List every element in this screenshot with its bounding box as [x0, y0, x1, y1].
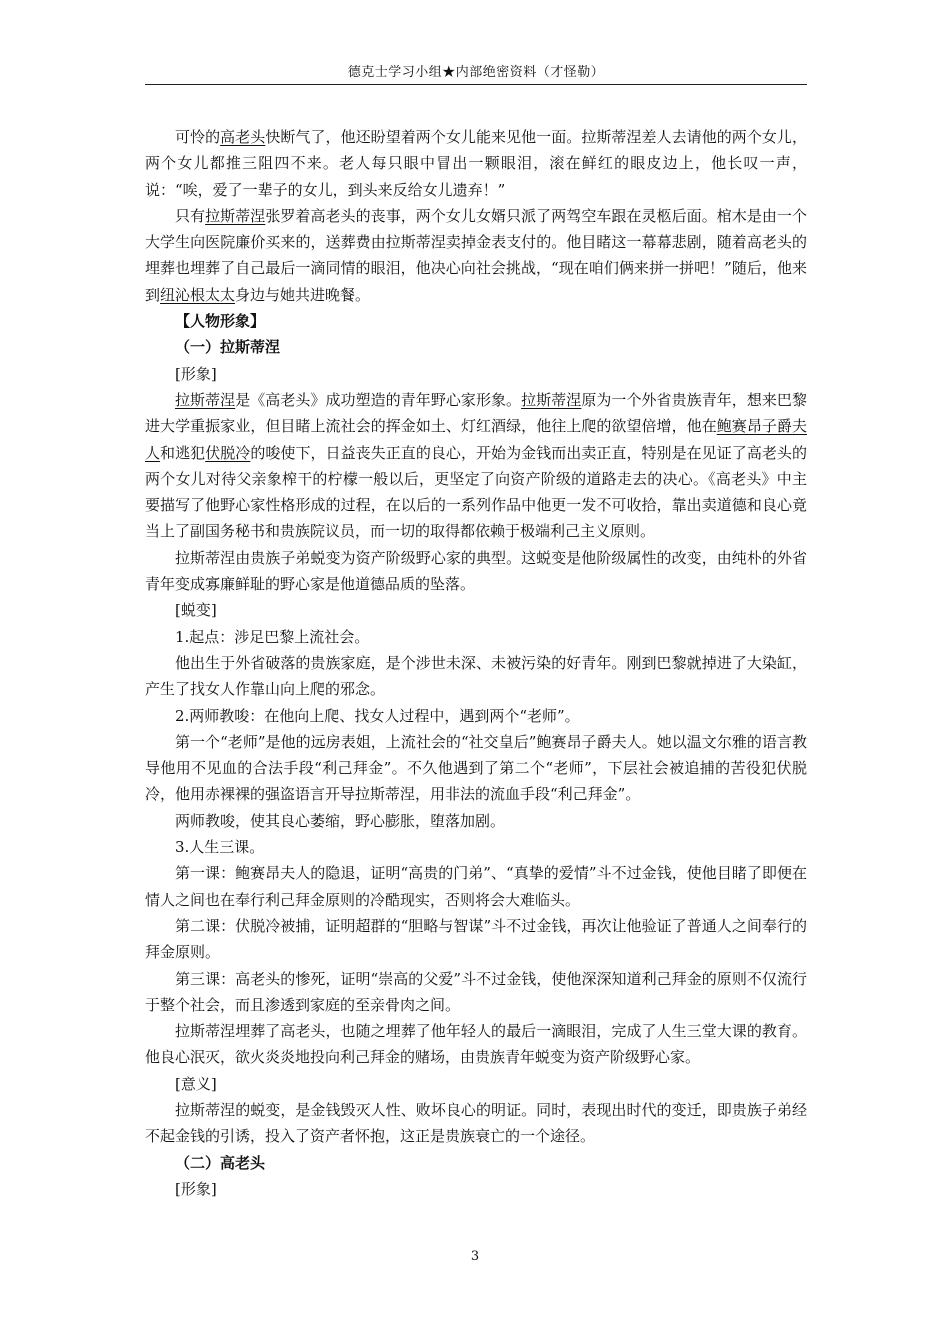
- paragraph: [145, 545, 807, 598]
- text-run: 快断气了，他还盼望着两个女儿能来见他一面。拉斯蒂涅差人去请他的两个女儿，两个女儿都推三阻四不来。老人每只眼中冒出一颗眼泪，滚在鲜红的眼皮边上，他长叹一声，说：“唉，爱了一辈子的女儿，到头来反给女儿遗弃！”: [145, 128, 807, 199]
- paragraph: [145, 1176, 807, 1202]
- text-run: （一）拉斯蒂涅: [175, 338, 281, 357]
- underlined-name: 高老头: [220, 128, 266, 146]
- underlined-name: 鲍赛昂子爵夫人: [145, 417, 807, 462]
- text-run: 两师教唆，使其良心萎缩，野心膨胀，堕落加剧。: [175, 811, 506, 830]
- page-number: 3: [470, 1249, 480, 1264]
- text-run: 第二课：伏脱冷被捕，证明超群的“胆略与智谋”斗不过金钱，再次让他验证了普通人之间奉行的拜金原则。: [145, 916, 807, 962]
- text-run: 的唆使下，日益丧失正直的良心，开始为金钱而出卖正直，特别是在见证了高老头的两个女儿对待父亲象榨干的柠檬一般以后，更坚定了向资产阶级的道路走去的决心。《高老头》中主要描写了他野心家性格形成的过程，在以后的一系列作品中他更一发不可收拾，靠出卖道德和良心竟当上了副国务秘书和贵族院议员，而一切的取得都依赖于极端利己主义原则。: [145, 443, 807, 541]
- text-run: 拉斯蒂涅由贵族子弟蜕变为资产阶级野心家的典型。这蜕变是他阶级属性的改变，由纯朴的外省青年变成寡廉鲜耻的野心家是他道德品质的坠落。: [145, 548, 807, 594]
- paragraph: [145, 729, 807, 808]
- text-run: 拉斯蒂涅埋葬了高老头，也随之埋葬了他年轻人的最后一滴眼泪，完成了人生三堂大课的教育。他良心泯灭，欲火炎炎地投向利己拜金的赌场，由贵族青年蜕变为资产阶级野心家。: [145, 1022, 807, 1067]
- paragraph: [145, 624, 807, 650]
- text-run: 只有: [175, 206, 206, 225]
- paragraph: [145, 650, 807, 703]
- underlined-name: 拉斯蒂涅: [205, 206, 266, 225]
- paragraph: [145, 1018, 807, 1071]
- underlined-name: 拉斯蒂涅: [175, 390, 236, 409]
- paragraph: [145, 1071, 807, 1097]
- text-run: 第一课：鲍赛昂夫人的隐退，证明“高贵的门弟”、“真挚的爱情”斗不过金钱，使他目睹了即便在情人之间也在奉行利己拜金原则的冷酷现实，否则将会大难临头。: [145, 864, 807, 909]
- body-text: [145, 124, 807, 1202]
- text-run: 2.两师教唆：在他向上爬、找女人过程中，遇到两个“老师”。: [175, 706, 580, 725]
- text-run: 拉斯蒂涅的蜕变，是金钱毁灭人性、败坏良心的明证。同时，表现出时代的变迁，即贵族子弟经不起金钱的引诱，投入了资产者怀抱，这正是贵族衰亡的一个途径。: [145, 1100, 807, 1146]
- subsection-heading: [145, 1150, 807, 1176]
- paragraph: [145, 703, 807, 729]
- text-run: 他出生于外省破落的贵族家庭，是个涉世未深、未被污染的好青年。刚到巴黎就掉进了大染缸，产生了找女人作靠山向上爬的邪念。: [145, 653, 807, 699]
- paragraph: [145, 834, 807, 860]
- text-run: [蜕变]: [175, 601, 217, 620]
- subsection-heading: [145, 334, 807, 360]
- text-run: [形象]: [175, 1179, 217, 1198]
- text-run: 第三课：高老头的惨死，证明“崇高的父爱”斗不过金钱，使他深深知道利己拜金的原则不仅流行于整个社会，而且渗透到家庭的至亲骨肉之间。: [145, 969, 807, 1014]
- text-run: [形象]: [175, 364, 217, 383]
- text-run: [意义]: [175, 1074, 217, 1093]
- paragraph: [145, 361, 807, 387]
- paragraph: [145, 1097, 807, 1150]
- section-heading: [145, 308, 807, 334]
- text-run: （二）高老头: [175, 1153, 266, 1172]
- text-run: 张罗着高老头的丧事，两个女儿女婿只派了两驾空车跟在灵柩后面。棺木是由一个大学生向医院廉价买来的，送葬费由拉斯蒂涅卖掉金表支付的。他目睹这一幕幕悲剧，随着高老头的埋葬也埋葬了自己最后一滴同情的眼泪，他决心向社会挑战，“现在咱们俩来拼一拼吧！”随后，他来到: [145, 206, 807, 304]
- text-run: 原为一个外省贵族青年，想来巴黎进大学重振家业，但目睹上流社会的挥金如土、灯红酒绿，他往上爬的欲望倍增，他在: [145, 390, 807, 436]
- underlined-name: 伏脱冷: [205, 443, 251, 462]
- text-run: 【人物形象】: [175, 312, 266, 331]
- text-run: 第一个“老师”是他的远房表姐，上流社会的“社交皇后”鲍赛昂子爵夫人。她以温文尔雅的语言教导他用不见血的合法手段“利己拜金”。不久他遇到了第二个“老师”，下层社会被追捕的苦役犯伏脱冷，他用赤裸裸的强盗语言开导拉斯蒂涅，用非法的流血手段“利己拜金”。: [145, 732, 807, 804]
- paragraph: [145, 808, 807, 834]
- paragraph: [145, 860, 807, 913]
- text-run: 是《高老头》成功塑造的青年野心家形象。: [235, 390, 522, 409]
- text-run: 和逃犯: [160, 443, 206, 462]
- paragraph: [145, 597, 807, 623]
- underlined-name: 拉斯蒂涅: [521, 390, 582, 409]
- text-run: 身边与她共进晚餐。: [235, 285, 371, 304]
- header-rule: [145, 84, 807, 85]
- text-run: 3.人生三课。: [175, 838, 265, 857]
- text-run: 可怜的: [175, 128, 221, 146]
- paragraph: [145, 387, 807, 545]
- underlined-name: 纽沁根太太: [160, 285, 236, 304]
- paragraph: [145, 966, 807, 1019]
- paragraph: [145, 203, 807, 308]
- text-run: 1.起点：涉足巴黎上流社会。: [175, 627, 370, 646]
- paragraph: [145, 913, 807, 966]
- paragraph: [145, 124, 807, 203]
- page-header: 德克士学习小组★内部绝密资料（才怪勒）: [347, 65, 605, 80]
